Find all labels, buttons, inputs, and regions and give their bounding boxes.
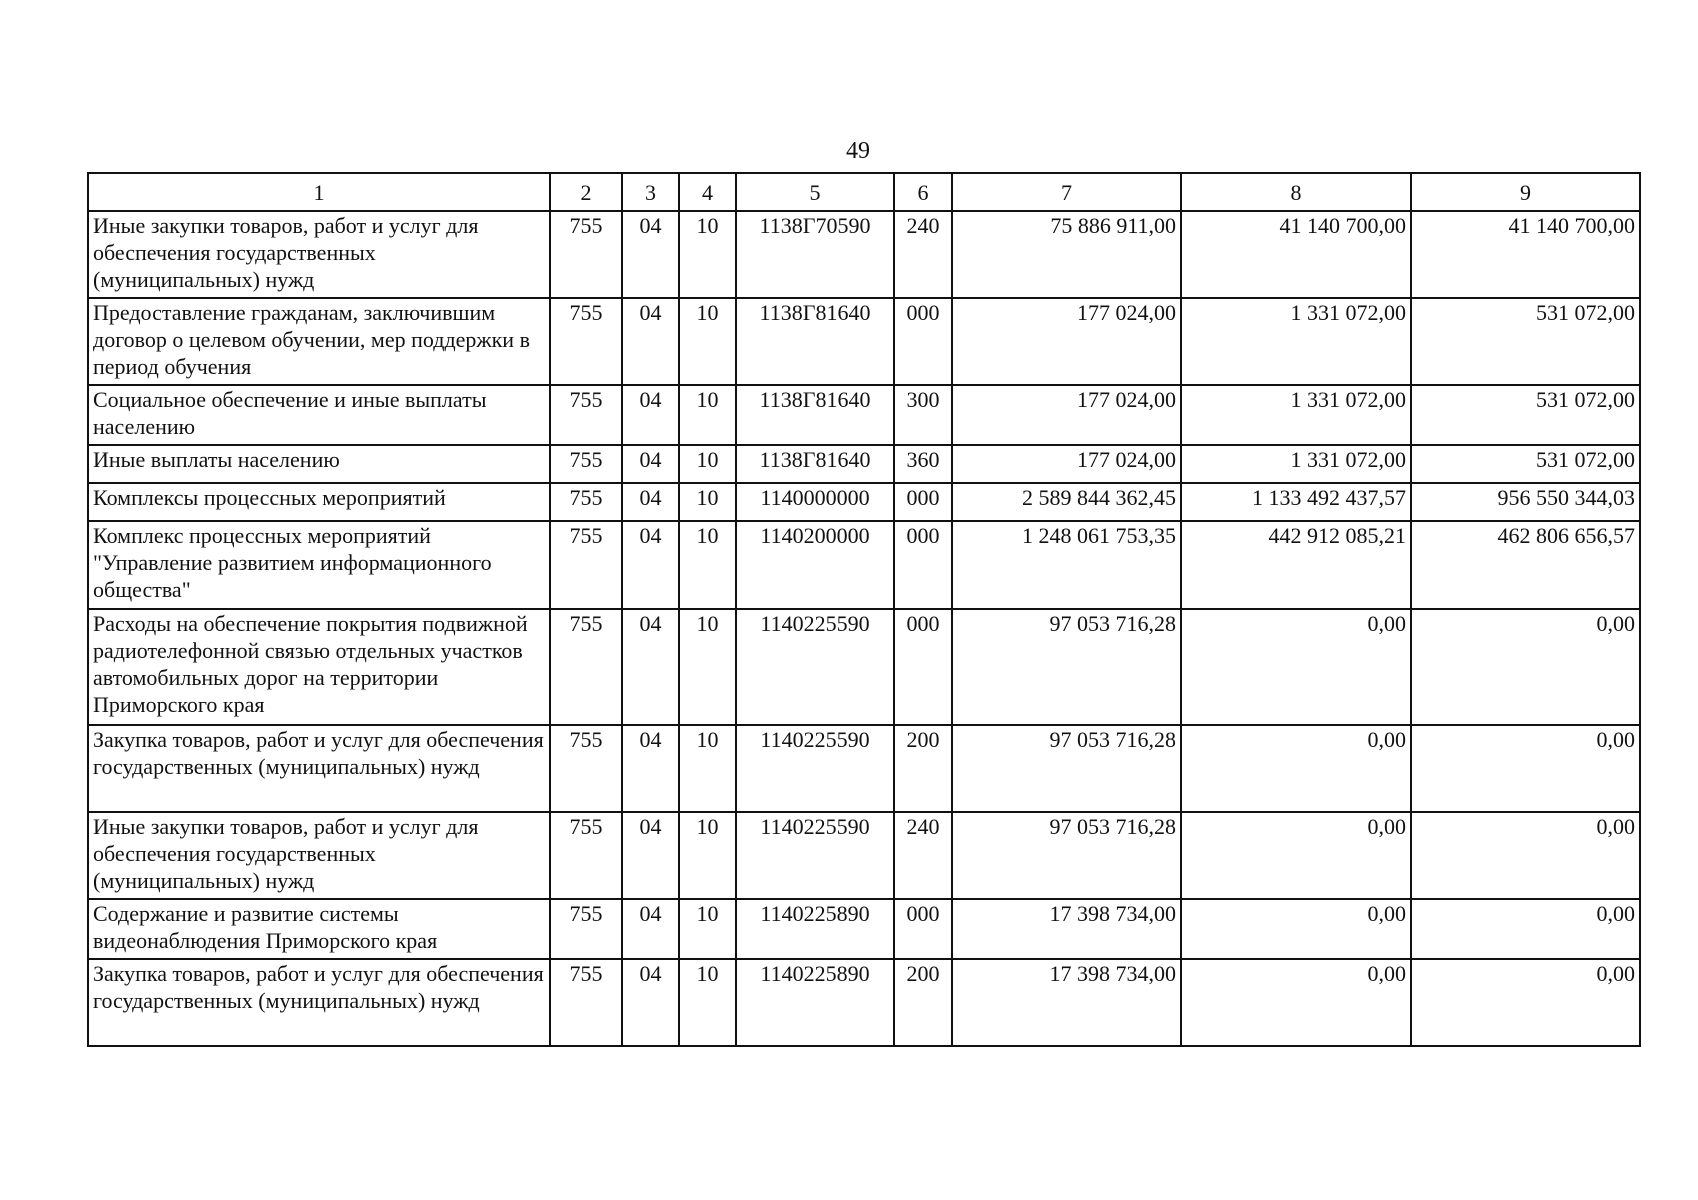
item-name: Социальное обеспечение и иные выплаты населению	[88, 385, 550, 445]
amount-col-9: 531 072,00	[1411, 298, 1640, 385]
target-article-code: 1140225590	[736, 725, 894, 812]
amount-col-7: 17 398 734,00	[952, 959, 1181, 1046]
budget-table	[87, 172, 1641, 1047]
amount-col-7: 177 024,00	[952, 385, 1181, 445]
column-number-row	[88, 173, 1640, 211]
target-article-code: 1140200000	[736, 521, 894, 609]
subsection-code: 10	[679, 211, 736, 298]
ministry-code: 755	[550, 812, 622, 899]
table-row	[88, 725, 1640, 812]
amount-col-7: 1 248 061 753,35	[952, 521, 1181, 609]
target-article-code: 1140225890	[736, 899, 894, 959]
amount-col-8: 442 912 085,21	[1181, 521, 1411, 609]
item-name: Иные закупки товаров, работ и услуг для обеспечения государственных (муниципальных) нужд	[88, 812, 550, 899]
target-article-code: 1140000000	[736, 483, 894, 521]
amount-col-7: 2 589 844 362,45	[952, 483, 1181, 521]
expense-type-code: 300	[894, 385, 952, 445]
table-row	[88, 385, 1640, 445]
section-code: 04	[622, 445, 679, 483]
amount-col-9: 531 072,00	[1411, 445, 1640, 483]
ministry-code: 755	[550, 445, 622, 483]
expense-type-code: 200	[894, 959, 952, 1046]
amount-col-9: 0,00	[1411, 812, 1640, 899]
amount-col-8: 0,00	[1181, 609, 1411, 725]
amount-col-7: 177 024,00	[952, 298, 1181, 385]
section-code: 04	[622, 298, 679, 385]
target-article-code: 1138Г81640	[736, 298, 894, 385]
expense-type-code: 000	[894, 521, 952, 609]
amount-col-7: 97 053 716,28	[952, 609, 1181, 725]
section-code: 04	[622, 521, 679, 609]
item-name: Закупка товаров, работ и услуг для обеспечения государственных (муниципальных) нужд	[88, 725, 550, 812]
amount-col-7: 97 053 716,28	[952, 725, 1181, 812]
target-article-code: 1138Г81640	[736, 385, 894, 445]
expense-type-code: 000	[894, 298, 952, 385]
subsection-code: 10	[679, 385, 736, 445]
column-header: 5	[736, 173, 894, 211]
table-row	[88, 521, 1640, 609]
ministry-code: 755	[550, 211, 622, 298]
column-header: 8	[1181, 173, 1411, 211]
subsection-code: 10	[679, 609, 736, 725]
section-code: 04	[622, 725, 679, 812]
expense-type-code: 000	[894, 609, 952, 725]
amount-col-8: 1 133 492 437,57	[1181, 483, 1411, 521]
target-article-code: 1138Г81640	[736, 445, 894, 483]
amount-col-8: 0,00	[1181, 899, 1411, 959]
amount-col-8: 0,00	[1181, 812, 1411, 899]
column-header: 9	[1411, 173, 1640, 211]
amount-col-9: 0,00	[1411, 899, 1640, 959]
amount-col-9: 41 140 700,00	[1411, 211, 1640, 298]
subsection-code: 10	[679, 959, 736, 1046]
section-code: 04	[622, 483, 679, 521]
expense-type-code: 000	[894, 483, 952, 521]
item-name: Комплекс процессных мероприятий "Управление развитием информационного общества"	[88, 521, 550, 609]
section-code: 04	[622, 959, 679, 1046]
amount-col-8: 0,00	[1181, 725, 1411, 812]
section-code: 04	[622, 899, 679, 959]
amount-col-8: 41 140 700,00	[1181, 211, 1411, 298]
column-header: 7	[952, 173, 1181, 211]
column-header: 2	[550, 173, 622, 211]
expense-type-code: 000	[894, 899, 952, 959]
subsection-code: 10	[679, 445, 736, 483]
page-number: 49	[846, 138, 870, 164]
column-header: 1	[88, 173, 550, 211]
target-article-code: 1140225590	[736, 812, 894, 899]
table-row	[88, 959, 1640, 1046]
ministry-code: 755	[550, 483, 622, 521]
amount-col-8: 0,00	[1181, 959, 1411, 1046]
table-row	[88, 609, 1640, 725]
amount-col-9: 462 806 656,57	[1411, 521, 1640, 609]
expense-type-code: 200	[894, 725, 952, 812]
item-name: Расходы на обеспечение покрытия подвижной радиотелефонной связью отдельных участков автомобильных дорог на территории Приморского края	[88, 609, 550, 725]
table-row	[88, 899, 1640, 959]
item-name: Содержание и развитие системы видеонаблюдения Приморского края	[88, 899, 550, 959]
ministry-code: 755	[550, 899, 622, 959]
item-name: Комплексы процессных мероприятий	[88, 483, 550, 521]
expense-type-code: 360	[894, 445, 952, 483]
section-code: 04	[622, 211, 679, 298]
subsection-code: 10	[679, 899, 736, 959]
target-article-code: 1140225590	[736, 609, 894, 725]
section-code: 04	[622, 812, 679, 899]
amount-col-8: 1 331 072,00	[1181, 445, 1411, 483]
subsection-code: 10	[679, 483, 736, 521]
section-code: 04	[622, 609, 679, 725]
table-row	[88, 483, 1640, 521]
subsection-code: 10	[679, 725, 736, 812]
item-name: Предоставление гражданам, заключившим договор о целевом обучении, мер поддержки в период обучения	[88, 298, 550, 385]
amount-col-9: 0,00	[1411, 725, 1640, 812]
item-name: Иные выплаты населению	[88, 445, 550, 483]
target-article-code: 1140225890	[736, 959, 894, 1046]
item-name: Закупка товаров, работ и услуг для обеспечения государственных (муниципальных) нужд	[88, 959, 550, 1046]
ministry-code: 755	[550, 959, 622, 1046]
amount-col-7: 177 024,00	[952, 445, 1181, 483]
expense-type-code: 240	[894, 812, 952, 899]
ministry-code: 755	[550, 521, 622, 609]
amount-col-9: 0,00	[1411, 609, 1640, 725]
ministry-code: 755	[550, 609, 622, 725]
amount-col-7: 17 398 734,00	[952, 899, 1181, 959]
column-header: 4	[679, 173, 736, 211]
ministry-code: 755	[550, 298, 622, 385]
expense-type-code: 240	[894, 211, 952, 298]
ministry-code: 755	[550, 385, 622, 445]
amount-col-7: 97 053 716,28	[952, 812, 1181, 899]
table-row	[88, 812, 1640, 899]
amount-col-8: 1 331 072,00	[1181, 298, 1411, 385]
ministry-code: 755	[550, 725, 622, 812]
target-article-code: 1138Г70590	[736, 211, 894, 298]
amount-col-8: 1 331 072,00	[1181, 385, 1411, 445]
subsection-code: 10	[679, 298, 736, 385]
table-row	[88, 298, 1640, 385]
column-header: 3	[622, 173, 679, 211]
amount-col-9: 0,00	[1411, 959, 1640, 1046]
table-row	[88, 445, 1640, 483]
amount-col-9: 956 550 344,03	[1411, 483, 1640, 521]
table-row	[88, 211, 1640, 298]
amount-col-9: 531 072,00	[1411, 385, 1640, 445]
column-header: 6	[894, 173, 952, 211]
item-name: Иные закупки товаров, работ и услуг для обеспечения государственных (муниципальных) нужд	[88, 211, 550, 298]
section-code: 04	[622, 385, 679, 445]
amount-col-7: 75 886 911,00	[952, 211, 1181, 298]
subsection-code: 10	[679, 521, 736, 609]
subsection-code: 10	[679, 812, 736, 899]
